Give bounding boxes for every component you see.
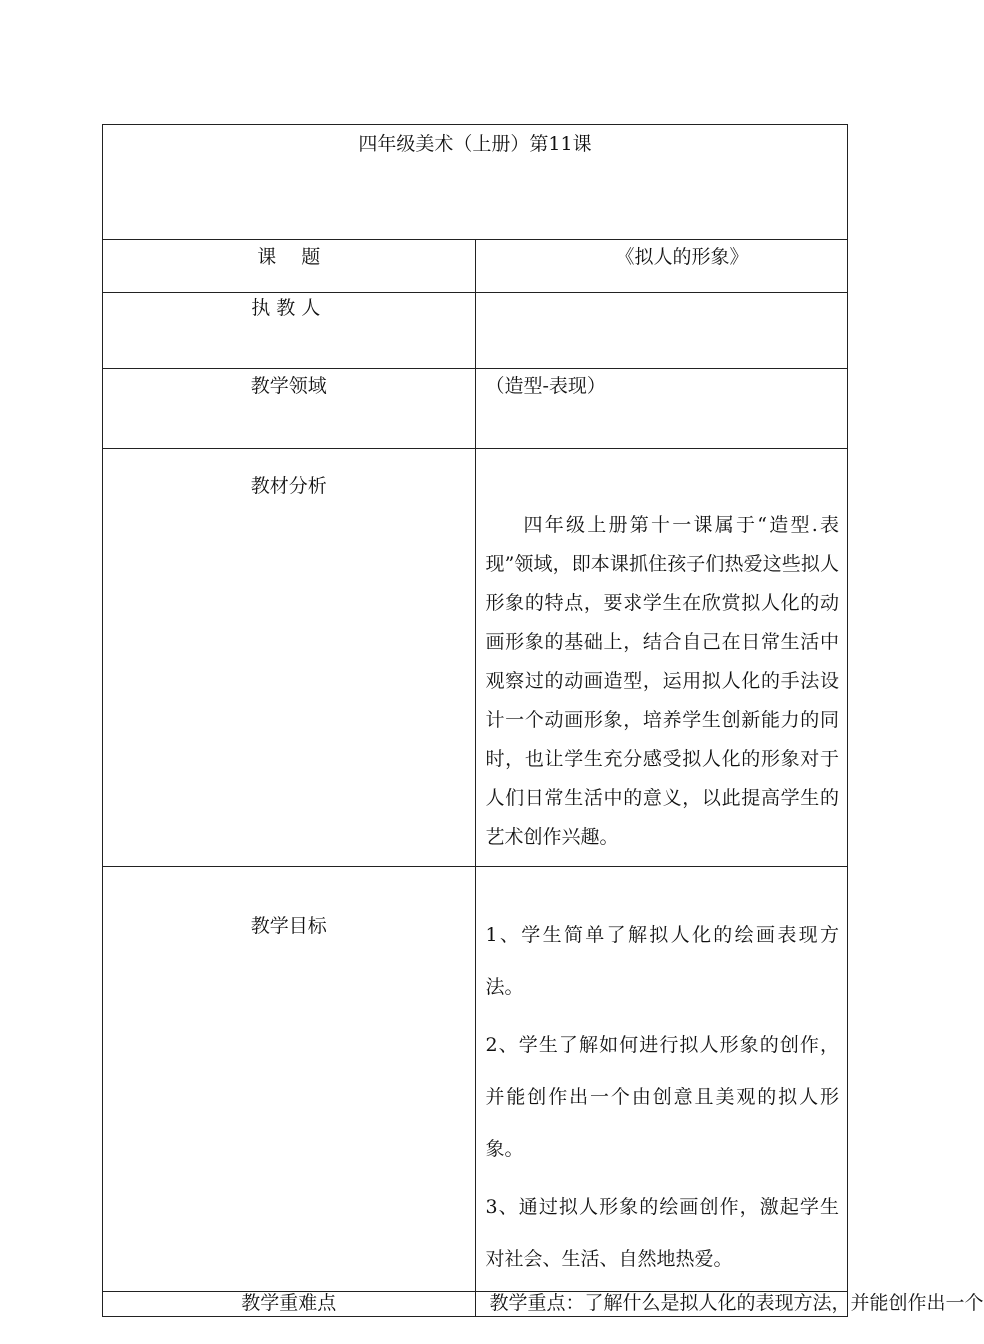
field-label-cell xyxy=(103,369,476,449)
key-points-label-cell xyxy=(103,1292,476,1317)
topic-value: 《拟人的形象》 xyxy=(475,240,848,293)
teacher-label-cell xyxy=(103,293,476,369)
key-points-label: 教学重难点 xyxy=(241,1292,337,1314)
teacher-label: 执教人 xyxy=(251,297,327,319)
title-row xyxy=(103,125,848,240)
lesson-title: 四年级美术（上册）第11课 xyxy=(103,125,848,240)
key-points-row xyxy=(103,1292,848,1317)
topic-label: 课 题 xyxy=(257,246,321,268)
analysis-paragraph: 四年级上册第十一课属于“造型.表现”领域，即本课抓住孩子们热爱这些拟人形象的特点，要求学生在欣赏拟人化的动画形象的基础上，结合自己在日常生活中观察过的动画造型，运用拟人化的手法设计一个动画形象，培养学生创新能力的同时，也让学生充分感受拟人化的形象对于人们日常生活中的意义，以此提高学生的艺术创作兴趣。 xyxy=(485,514,839,848)
analysis-row xyxy=(103,449,848,867)
analysis-label: 教材分析 xyxy=(250,475,327,497)
teacher-value xyxy=(475,293,848,369)
key-points-value: 教学重点：了解什么是拟人化的表现方法，并能创作出一个 xyxy=(475,1292,848,1317)
lesson-plan-table xyxy=(102,124,984,1317)
field-value: （造型-表现） xyxy=(475,369,848,449)
analysis-value-cell xyxy=(475,449,848,867)
field-row xyxy=(103,369,848,449)
goals-label: 教学目标 xyxy=(250,915,327,937)
goals-value-cell xyxy=(475,867,848,1292)
goal-item-3: 3、通过拟人形象的绘画创作，激起学生对社会、生活、自然地热爱。 xyxy=(485,1196,839,1270)
goals-label-cell xyxy=(103,867,476,1292)
topic-row xyxy=(103,240,848,293)
analysis-label-cell xyxy=(103,449,476,867)
goal-item-1: 1、学生简单了解拟人化的绘画表现方法。 xyxy=(485,924,839,998)
goal-item-2: 2、学生了解如何进行拟人形象的创作，并能创作出一个由创意且美观的拟人形象。 xyxy=(485,1034,839,1160)
teacher-row xyxy=(103,293,848,369)
topic-label-cell xyxy=(103,240,476,293)
goals-row xyxy=(103,867,848,1292)
field-label: 教学领域 xyxy=(250,375,327,397)
